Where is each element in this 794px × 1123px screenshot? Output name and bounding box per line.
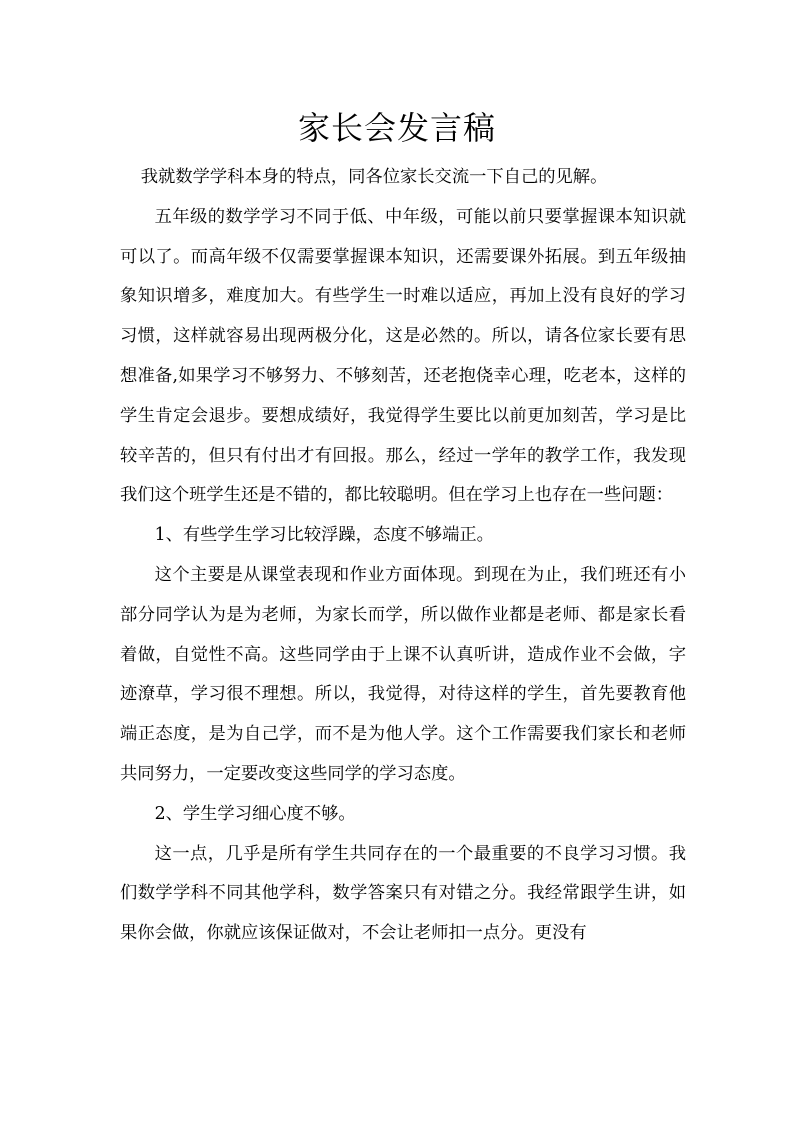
document-title: 家长会发言稿	[297, 109, 496, 147]
paragraph-point-two-heading: 2、学生学习细心度不够。	[154, 803, 356, 824]
document-body	[120, 158, 686, 954]
paragraph-point-one-heading: 1、有些学生学习比较浮躁，态度不够端正。	[154, 525, 494, 546]
paragraph-intro: 我就数学学科本身的特点，同各位家长交流一下自己的见解。	[140, 167, 608, 187]
paragraph-point-two-body: 这一点，几乎是所有学生共同存在的一个最重要的不良学习习惯。我们数学学科不同其他学科，数学答案只有对错之分。我经常跟学生讲，如果你会做，你就应该保证做对，不会让老师扣一点分。更没有	[120, 843, 686, 944]
paragraph-point-one-body: 这个主要是从课堂表现和作业方面体现。到现在为止，我们班还有小部分同学认为是为老师，为家长而学，所以做作业都是老师、都是家长看着做，自觉性不高。这些同学由于上课不认真听讲，造成作业不会做，字迹潦草，学习很不理想。所以，我觉得，对待这样的学生，首先要教育他端正态度，是为自己学，而不是为他人学。这个工作需要我们家长和老师共同努力，一定要改变这些同学的学习态度。	[120, 564, 686, 784]
paragraph-grade-five: 五年级的数学学习不同于低、中年级，可能以前只要掌握课本知识就可以了。而高年级不仅需要掌握课本知识，还需要课外拓展。到五年级抽象知识增多，难度加大。有些学生一时难以适应，再加上没有良好的学习习惯，这样就容易出现两极分化，这是必然的。所以，请各位家长要有思想准备,如果学习不够努力、不够刻苦，还老抱侥幸心理，吃老本，这样的学生肯定会退步。要想成绩好，我觉得学生要比以前更加刻苦，学习是比较辛苦的，但只有付出才有回报。那么，经过一学年的教学工作，我发现我们这个班学生还是不错的，都比较聪明。但在学习上也存在一些问题：	[120, 206, 686, 506]
